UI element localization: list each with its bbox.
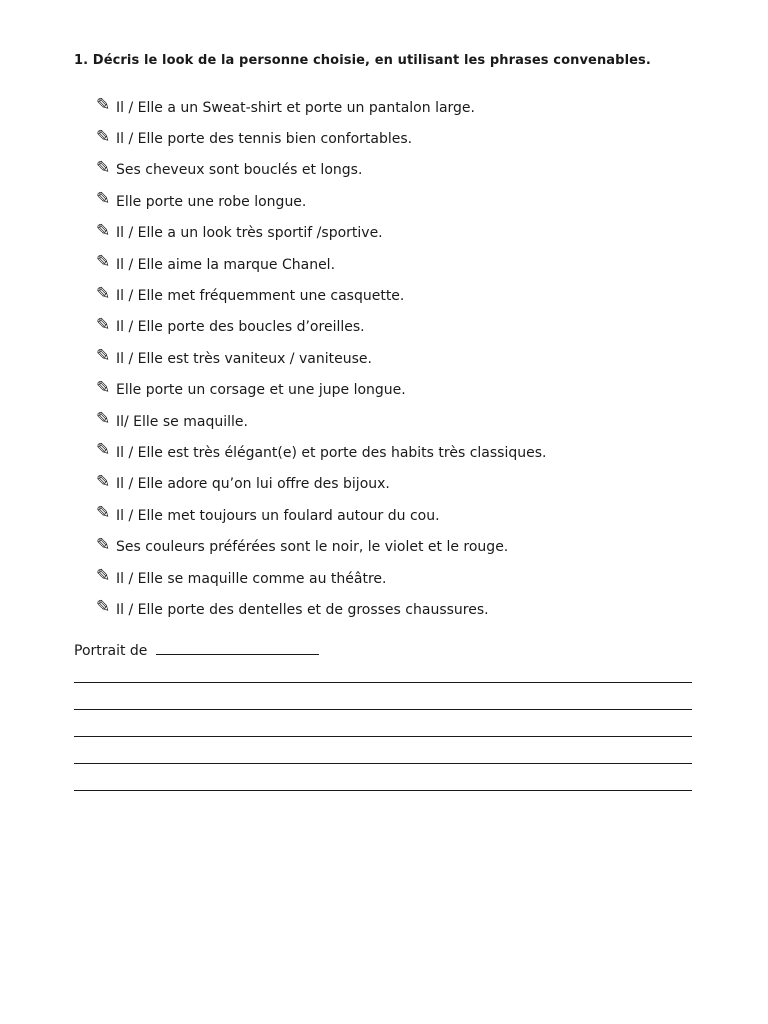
phrase-item bbox=[96, 343, 546, 374]
phrase-item bbox=[96, 280, 546, 311]
phrase-text: Il / Elle met toujours un foulard autour du cou. bbox=[116, 507, 440, 524]
phrase-text: Il / Elle est très élégant(e) et porte des habits très classiques. bbox=[116, 444, 547, 461]
phrase-item bbox=[96, 563, 546, 594]
phrase-item bbox=[96, 312, 546, 343]
phrase-text: Il / Elle a un look très sportif /sportive. bbox=[116, 225, 383, 242]
pencil-icon: ✎ bbox=[96, 95, 111, 116]
exercise-instruction: 1. Décris le look de la personne choisie, en utilisant les phrases convenables. bbox=[74, 53, 651, 68]
phrase-item bbox=[96, 155, 546, 186]
phrase-text: Ses couleurs préférées sont le noir, le violet et le rouge. bbox=[116, 539, 509, 556]
writing-line[interactable] bbox=[74, 709, 692, 710]
writing-line[interactable] bbox=[74, 682, 692, 683]
phrase-item bbox=[96, 500, 546, 531]
phrase-item bbox=[96, 531, 546, 562]
pencil-icon: ✎ bbox=[96, 597, 111, 618]
phrase-item bbox=[96, 249, 546, 280]
phrase-text: Il / Elle porte des tennis bien confortables. bbox=[116, 131, 413, 148]
pencil-icon: ✎ bbox=[96, 503, 111, 524]
writing-line[interactable] bbox=[74, 736, 692, 737]
pencil-icon: ✎ bbox=[96, 252, 111, 273]
phrase-text: Il / Elle se maquille comme au théâtre. bbox=[116, 570, 387, 587]
phrase-item bbox=[96, 437, 546, 468]
phrase-text: Ses cheveux sont bouclés et longs. bbox=[116, 162, 363, 179]
pencil-icon: ✎ bbox=[96, 471, 111, 492]
pencil-icon: ✎ bbox=[96, 157, 111, 178]
phrase-text: Il/ Elle se maquille. bbox=[116, 413, 248, 430]
writing-line[interactable] bbox=[74, 763, 692, 764]
pencil-icon: ✎ bbox=[96, 377, 111, 398]
phrase-item bbox=[96, 375, 546, 406]
phrase-text: Il / Elle est très vaniteux / vaniteuse. bbox=[116, 350, 372, 367]
phrase-text: Il / Elle met fréquemment une casquette. bbox=[116, 288, 405, 305]
phrase-text: Il / Elle aime la marque Chanel. bbox=[116, 256, 336, 273]
portrait-prompt bbox=[74, 640, 319, 659]
phrase-list bbox=[96, 92, 546, 626]
pencil-icon: ✎ bbox=[96, 189, 111, 210]
phrase-item bbox=[96, 186, 546, 217]
phrase-item bbox=[96, 123, 546, 154]
pencil-icon: ✎ bbox=[96, 126, 111, 147]
pencil-icon: ✎ bbox=[96, 440, 111, 461]
phrase-text: Il / Elle porte des boucles d’oreilles. bbox=[116, 319, 365, 336]
pencil-icon: ✎ bbox=[96, 283, 111, 304]
pencil-icon: ✎ bbox=[96, 220, 111, 241]
name-blank-line[interactable] bbox=[156, 640, 319, 655]
phrase-item bbox=[96, 406, 546, 437]
pencil-icon: ✎ bbox=[96, 409, 111, 430]
phrase-text: Il / Elle adore qu’on lui offre des bijoux. bbox=[116, 476, 390, 493]
phrase-text: Il / Elle a un Sweat-shirt et porte un pantalon large. bbox=[116, 99, 475, 116]
phrase-item bbox=[96, 92, 546, 123]
pencil-icon: ✎ bbox=[96, 534, 111, 555]
phrase-text: Elle porte un corsage et une jupe longue. bbox=[116, 382, 406, 399]
phrase-text: Il / Elle porte des dentelles et de grosses chaussures. bbox=[116, 601, 489, 618]
pencil-icon: ✎ bbox=[96, 346, 111, 367]
writing-line[interactable] bbox=[74, 790, 692, 791]
pencil-icon: ✎ bbox=[96, 566, 111, 587]
pencil-icon: ✎ bbox=[96, 314, 111, 335]
phrase-text: Elle porte une robe longue. bbox=[116, 193, 307, 210]
portrait-label: Portrait de bbox=[74, 643, 148, 659]
phrase-item bbox=[96, 594, 546, 625]
phrase-item bbox=[96, 469, 546, 500]
phrase-item bbox=[96, 218, 546, 249]
